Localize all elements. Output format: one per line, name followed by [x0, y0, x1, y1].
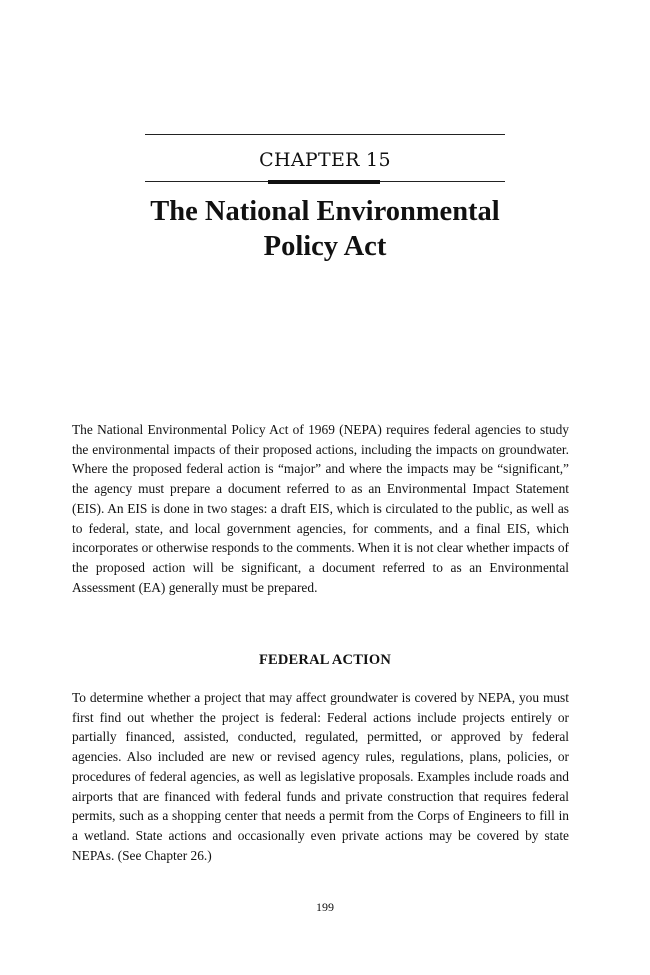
- chapter-label: CHAPTER 15: [259, 149, 391, 171]
- chapter-title: [0, 194, 650, 264]
- chapter-title-line-1: The National Environmental: [150, 196, 500, 227]
- chapter-title-line-2: Policy Act: [263, 231, 387, 262]
- section-heading: FEDERAL ACTION: [258, 652, 392, 668]
- chapter-rule-top: [145, 134, 505, 135]
- chapter-rule-accent: [268, 180, 380, 184]
- intro-paragraph: The National Environmental Policy Act of 1969 (NEPA) requires federal agencies to study the environmental impacts of their proposed actions, including the impacts on groundwater. Where the proposed federal action is “major” and where the impacts may be “significant,” the agency must prepare a document referred to as an Environmental Impact Statement (EIS). An EIS is done in two stages: a draft EIS, which is circulated to the public, as well as to federal, state, and local government agencies, for comments, and a final EIS, which incorporates or otherwise responds to the comments. When it is not clear whether impacts of the proposed action will be significant, a document referred to as an Environmental Assessment (EA) generally must be prepared.: [72, 422, 569, 595]
- section-paragraph: To determine whether a project that may affect groundwater is covered by NEPA, you must first find out whether the project is federal: Federal actions include projects entirely or partially financed, assisted, conducted, regulated, permitted, or approved by federal agencies. Also included are new or revised agency rules, regulations, plans, policies, or procedures of federal agencies, as well as legislative proposals. Examples include roads and airports that are financed with federal funds and private construction that requires federal permits, such as a shopping center that needs a permit from the Corps of Engineers to fill in a wetland. State actions and occasionally even private actions may be covered by state NEPAs. (See Chapter 26.): [72, 690, 569, 863]
- page-number: 199: [316, 900, 334, 914]
